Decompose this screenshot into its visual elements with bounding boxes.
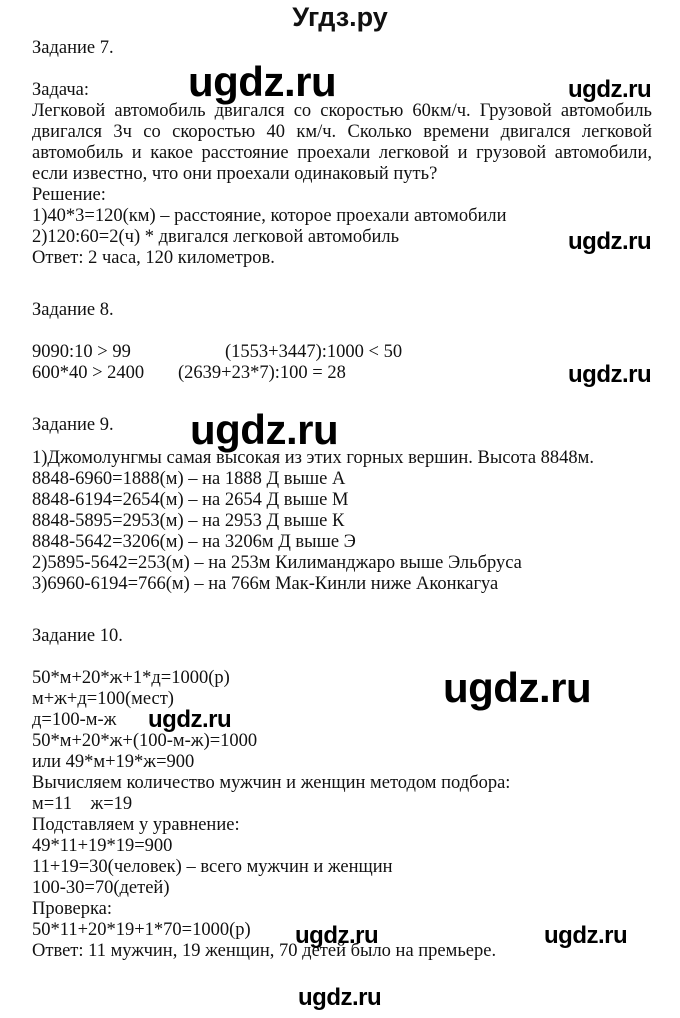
- task7-answer: Ответ: 2 часа, 120 километров.: [32, 248, 275, 268]
- watermark: ugdz.ru: [443, 664, 592, 711]
- watermark: ugdz.ru: [190, 406, 339, 453]
- task7-title: Задание 7.: [32, 38, 114, 58]
- task10-title: Задание 10.: [32, 626, 123, 646]
- task7-problem-line: если известно, что они проехали одинаковый путь?: [32, 164, 438, 184]
- watermark: ugdz.ru: [148, 706, 232, 733]
- document-body: [32, 38, 652, 962]
- task10-line: Вычисляем количество мужчин и женщин методом подбора:: [32, 773, 511, 793]
- watermark: ugdz.ru: [188, 58, 337, 105]
- watermark: ugdz.ru: [568, 76, 652, 103]
- task9-line: 8848-6194=2654(м) – на 2654 Д выше М: [32, 490, 349, 510]
- task10-line: Подставляем у уравнение:: [32, 815, 240, 835]
- task10-line: или 49*м+19*ж=900: [32, 752, 195, 772]
- task9-line: 8848-6960=1888(м) – на 1888 Д выше А: [32, 469, 346, 489]
- task8-left-expr: 600*40 > 2400: [32, 363, 145, 383]
- task8-right-expr: (1553+3447):1000 < 50: [225, 342, 403, 362]
- task7-problem-line: автомобиль и какое расстояние проехали легковой и грузовой автомобили,: [32, 143, 652, 163]
- task8-row: [32, 342, 652, 363]
- task10-line: 49*11+19*19=900: [32, 836, 173, 856]
- task8-row: [32, 363, 652, 384]
- task10-line: 100-30=70(детей): [32, 878, 170, 898]
- task7-problem-line: двигался 3ч со скоростью 40 км/ч. Сколько времени двигался легковой: [32, 122, 652, 142]
- task7-step: 2)120:60=2(ч) * двигался легковой автомобиль: [32, 227, 400, 247]
- task10-line: Проверка:: [32, 899, 113, 919]
- task9-line: 3)6960-6194=766(м) – на 766м Мак-Кинли ниже Аконкагуа: [32, 574, 499, 594]
- watermark: ugdz.ru: [568, 361, 652, 388]
- task10-line: 50*м+20*ж+(100-м-ж)=1000: [32, 731, 258, 751]
- task10-line: Ответ: 11 мужчин, 19 женщин, 70 детей было на премьере.: [32, 941, 497, 961]
- task9-line: 8848-5895=2953(м) – на 2953 Д выше К: [32, 511, 345, 531]
- site-title: Угдз.ру: [292, 2, 388, 32]
- task10-line: 50*м+20*ж+1*д=1000(р): [32, 668, 230, 688]
- task10-line: м+ж+д=100(мест): [32, 689, 174, 709]
- task9-title: Задание 9.: [32, 415, 114, 435]
- task7-problem-label: Задача:: [32, 80, 90, 100]
- watermark: ugdz.ru: [298, 984, 382, 1011]
- task7-solution-label: Решение:: [32, 185, 106, 205]
- task9-line: 1)Джомолунгмы самая высокая из этих горных вершин. Высота 8848м.: [32, 448, 595, 468]
- watermark: ugdz.ru: [568, 228, 652, 255]
- task10-line: д=100-м-ж: [32, 710, 117, 730]
- task7-problem-line: Легковой автомобиль двигался со скоростью 60км/ч. Грузовой автомобиль: [32, 101, 652, 121]
- task8-title: Задание 8.: [32, 300, 114, 320]
- watermark: ugdz.ru: [295, 922, 379, 949]
- task10-line: 50*11+20*19+1*70=1000(р): [32, 920, 251, 940]
- task9-line: 2)5895-5642=253(м) – на 253м Килиманджаро выше Эльбруса: [32, 553, 522, 573]
- task10-line: 11+19=30(человек) – всего мужчин и женщин: [32, 857, 393, 877]
- watermark: ugdz.ru: [544, 922, 628, 949]
- task8-right-expr: (2639+23*7):100 = 28: [178, 363, 346, 383]
- task8-left-expr: 9090:10 > 99: [32, 342, 131, 362]
- task10-line: м=11 ж=19: [32, 794, 133, 814]
- task9-line: 8848-5642=3206(м) – на 3206м Д выше Э: [32, 532, 356, 552]
- task7-step: 1)40*3=120(км) – расстояние, которое проехали автомобили: [32, 206, 507, 226]
